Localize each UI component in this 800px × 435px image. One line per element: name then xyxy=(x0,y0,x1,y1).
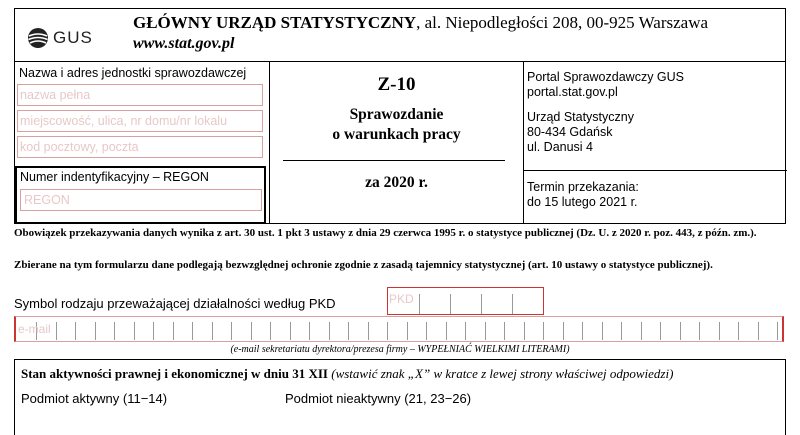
column-divider xyxy=(523,62,524,223)
email-cell-divider xyxy=(485,322,486,340)
email-cell-divider xyxy=(251,322,252,340)
email-cell-divider xyxy=(543,322,544,340)
email-cell-divider xyxy=(504,322,505,340)
pkd-cell-divider xyxy=(481,294,482,314)
email-cell-divider xyxy=(602,322,603,340)
pkd-label: Symbol rodzaju przeważającej działalności według PKD xyxy=(14,296,336,311)
email-cell-divider xyxy=(231,322,232,340)
form-code: Z-10 xyxy=(377,74,416,95)
email-cell-divider xyxy=(738,322,739,340)
email-cell-divider xyxy=(114,322,115,340)
email-cell-divider xyxy=(446,322,447,340)
email-cell-divider xyxy=(641,322,642,340)
office-name: Urząd Statystyczny xyxy=(527,110,634,124)
form-period: za 2020 r. xyxy=(365,174,428,191)
unit-section-label: Nazwa i adres jednostki sprawozdawczej xyxy=(19,66,247,80)
unit-name-field[interactable]: nazwa pełna xyxy=(17,84,263,106)
gus-logo xyxy=(27,23,117,53)
email-cell-divider xyxy=(192,322,193,340)
email-cell-divider xyxy=(426,322,427,340)
email-cell-divider xyxy=(777,322,778,340)
email-cell-divider xyxy=(407,322,408,340)
email-cell-divider xyxy=(75,322,76,340)
email-caption: (e-mail sekretariatu dyrektora/prezesa firmy – WYPEŁNIAĆ WIELKIMI LITERAMI) xyxy=(230,344,570,355)
unit-postal-field[interactable]: kod pocztowy, poczta xyxy=(17,136,263,158)
email-cell-divider xyxy=(348,322,349,340)
email-placeholder: e-mail xyxy=(18,322,51,336)
email-cell-divider xyxy=(524,322,525,340)
portal-url[interactable]: portal.stat.gov.pl xyxy=(527,85,618,99)
status-title-text: Stan aktywności prawnej i ekonomicznej w dniu 31 XII xyxy=(21,366,328,381)
office-street: ul. Danusi 4 xyxy=(527,140,594,154)
status-option-inactive[interactable]: Podmiot nieaktywny (21, 23−26) xyxy=(285,391,472,406)
legal-obligation-note: Obowiązek przekazywania danych wynika z art. 30 ust. 1 pkt 3 ustawy z dnia 29 czerwca 1995 r. o statystyce publicznej (Dz. U. z 2020 r. poz. 443, z późn. zm.). xyxy=(14,227,757,239)
regon-label: Numer indentyfikacyjny – REGON xyxy=(20,170,209,184)
email-cell-divider xyxy=(758,322,759,340)
title-divider xyxy=(283,160,505,161)
status-title xyxy=(21,366,673,382)
email-cell-divider xyxy=(95,322,96,340)
email-cell-divider xyxy=(153,322,154,340)
recipient-divider xyxy=(523,170,787,171)
deadline-label: Termin przekazania: xyxy=(527,180,639,194)
email-cell-divider xyxy=(56,322,57,340)
email-cell-divider xyxy=(719,322,720,340)
email-cell-divider xyxy=(329,322,330,340)
pkd-cell-divider xyxy=(419,294,420,314)
institution-line xyxy=(133,13,708,33)
status-instruction: (wstawić znak „X” w kratce z lewej strony właściwej odpowiedzi) xyxy=(331,366,674,381)
activity-status-section xyxy=(14,359,786,435)
regon-section xyxy=(15,166,266,224)
pkd-cell-divider xyxy=(450,294,451,314)
email-cell-divider xyxy=(582,322,583,340)
email-cell-divider xyxy=(387,322,388,340)
email-cell-divider xyxy=(699,322,700,340)
pkd-cell-divider xyxy=(512,294,513,314)
email-input[interactable] xyxy=(14,316,784,342)
institution-website[interactable]: www.stat.gov.pl xyxy=(133,35,235,52)
logo-text: GUS xyxy=(53,28,93,47)
form-title-line1: Sprawozdanie xyxy=(349,106,444,123)
email-cell-divider xyxy=(563,322,564,340)
email-cell-divider xyxy=(621,322,622,340)
confidentiality-note: Zbierane na tym formularzu dane podlegają bezwzględnej ochronie zgodnie z zasadą tajemnicy statystycznej (art. 10 ustawy o statystyce publicznej). xyxy=(14,259,713,271)
unit-address-field[interactable]: miejscowość, ulica, nr domu/nr lokalu xyxy=(17,110,263,132)
email-cell-divider xyxy=(173,322,174,340)
portal-name: Portal Sprawozdawczy GUS xyxy=(527,70,685,84)
institution-address: , al. Niepodległości 208, 00-925 Warszawa xyxy=(416,13,709,32)
form-header xyxy=(14,8,786,62)
pkd-placeholder: PKD xyxy=(389,292,414,306)
email-cell-divider xyxy=(465,322,466,340)
institution-name: GŁÓWNY URZĄD STATYSTYCZNY xyxy=(133,13,417,32)
form-identification-block xyxy=(14,62,786,224)
deadline-value: do 15 lutego 2021 r. xyxy=(527,195,638,209)
gus-logo-icon xyxy=(27,27,49,49)
email-cell-divider xyxy=(134,322,135,340)
email-cell-divider xyxy=(680,322,681,340)
status-option-active[interactable]: Podmiot aktywny (11−14) xyxy=(21,391,168,406)
email-cell-divider xyxy=(309,322,310,340)
email-cell-divider xyxy=(270,322,271,340)
office-postal: 80-434 Gdańsk xyxy=(527,125,613,139)
email-cell-divider xyxy=(660,322,661,340)
email-cell-divider xyxy=(212,322,213,340)
regon-field[interactable]: REGON xyxy=(20,189,262,211)
email-cell-divider xyxy=(368,322,369,340)
form-title-line2: o warunkach pracy xyxy=(332,126,461,143)
email-cell-divider xyxy=(290,322,291,340)
